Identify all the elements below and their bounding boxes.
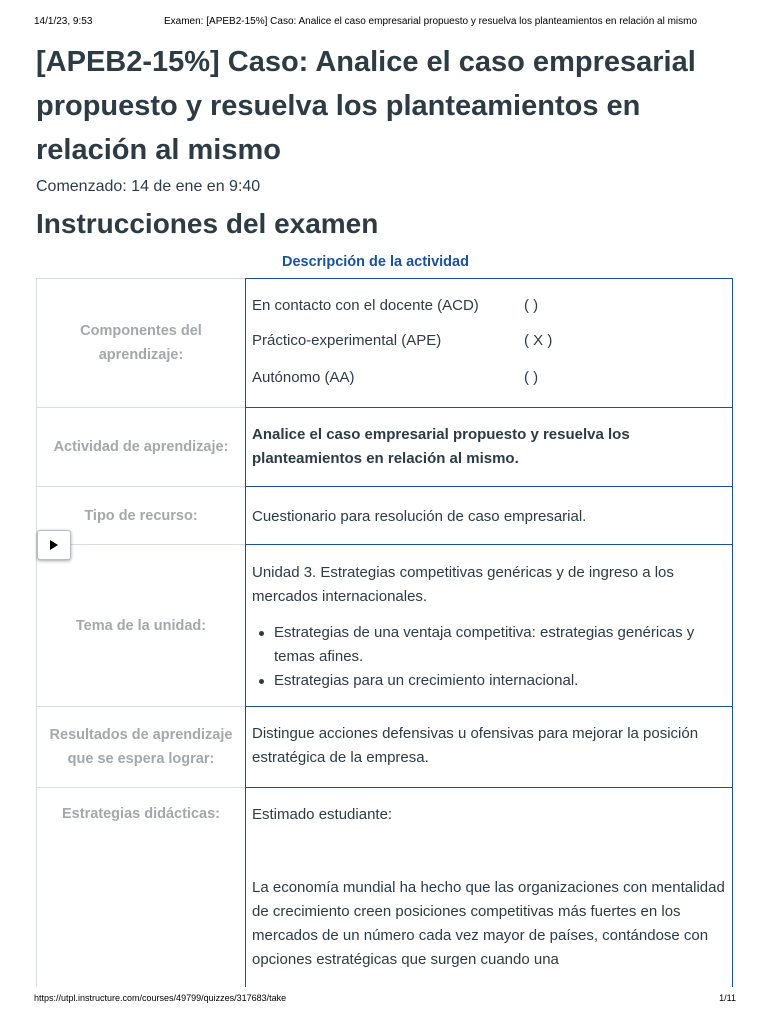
strategies-greeting: Estimado estudiante: [252, 806, 393, 823]
activity-label: Actividad de aprendizaje: [36, 407, 245, 487]
results-label: Resultados de aprendizaje que se espera lograr: [36, 706, 245, 788]
unit-cell [245, 544, 733, 707]
components-label: Componentes del aprendizaje: [36, 278, 245, 408]
print-header [34, 16, 738, 30]
component-aa: Autónomo (AA) ( ) [252, 369, 539, 386]
page-title: [APEB2-15%] Caso: Analice el caso empresarial propuesto y resuelva los planteamientos en relación al mismo [36, 46, 696, 166]
started-info [36, 178, 260, 196]
started-label: Comenzado: [36, 178, 127, 195]
unit-topic: Estrategias para un crecimiento internacional. [252, 669, 726, 693]
resource-label: Tipo de recurso: [36, 486, 245, 545]
resource-value: Cuestionario para resolución de caso empresarial. [245, 486, 733, 545]
print-url: https://utpl.instructure.com/courses/49799/quizzes/317683/take [34, 993, 287, 1003]
activity-value: Analice el caso empresarial propuesto y resuelva los planteamientos en relación al mismo. [245, 407, 733, 487]
components-cell [245, 278, 733, 408]
play-button[interactable] [37, 530, 71, 560]
print-date: 14/1/23, 9:53 [34, 16, 93, 27]
strategies-paragraph: La economía mundial ha hecho que las organizaciones con mentalidad de crecimiento creen posiciones competitivas más fuertes en los mercados de un número cada vez mayor de países, contándose con opciones estratégicas que surgen cuando una [252, 879, 725, 968]
unit-topics [252, 621, 726, 693]
unit-intro: Unidad 3. Estrategias competitivas genéricas y de ingreso a los mercados internacionales. [252, 564, 674, 605]
component-ape: Práctico-experimental (APE) ( X ) [252, 332, 553, 349]
unit-topic: Estrategias de una ventaja competitiva: estrategias genéricas y temas afines. [252, 621, 726, 669]
component-acd: En contacto con el docente (ACD) ( ) [252, 297, 539, 314]
strategies-label: Estrategias didácticas: [36, 787, 245, 987]
print-document-title: Examen: [APEB2-15%] Caso: Analice el caso empresarial propuesto y resuelva los planteamientos en relación al mismo [164, 16, 698, 27]
table-heading: Descripción de la actividad [282, 254, 469, 270]
strategies-cell [245, 787, 733, 987]
section-title: Instrucciones del examen [36, 208, 379, 239]
unit-label: Tema de la unidad: [36, 544, 245, 707]
results-value: Distingue acciones defensivas u ofensivas para mejorar la posición estratégica de la empresa. [245, 706, 733, 788]
started-value: 14 de ene en 9:40 [131, 178, 261, 195]
play-icon [49, 539, 59, 551]
print-page-number: 1/11 [719, 993, 736, 1003]
print-footer [34, 993, 736, 1007]
